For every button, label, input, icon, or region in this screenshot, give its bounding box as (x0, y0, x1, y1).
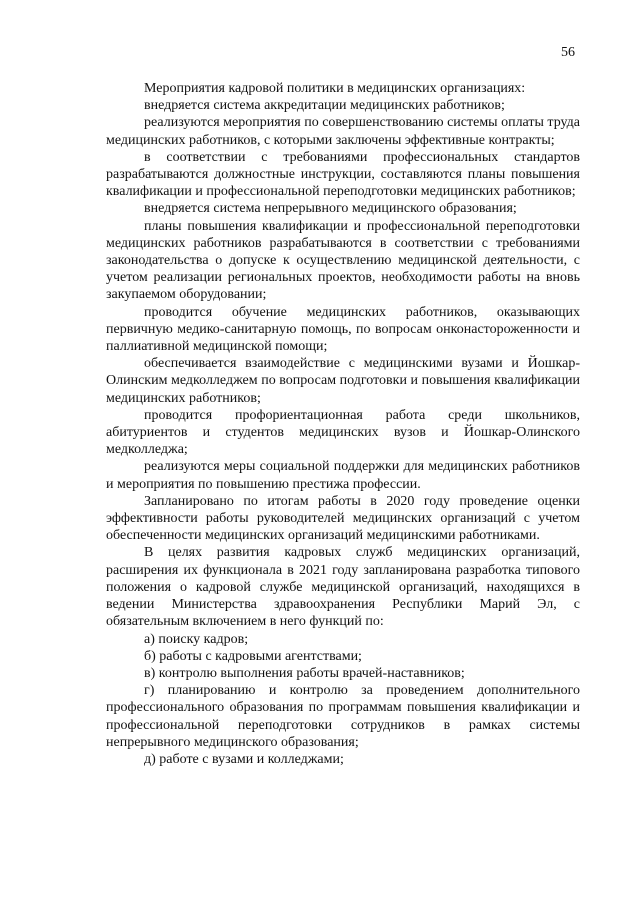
paragraph-cooperation: обеспечивается взаимодействие с медицинскими вузами и Йошкар-Олинским медколледжем по вопросам подготовки и повышения квалификации медицинских работников; (106, 356, 580, 406)
paragraph-training-plans: планы повышения квалификации и профессиональной переподготовки медицинских работников разрабатываются в соответствии с требованиями законодательства о допуске к осуществлению медицинской деятельности, с учетом реализации региональных проектов, необходимости работы на вновь закупаемом оборудовании; (106, 218, 580, 303)
paragraph-payment: реализуются мероприятия по совершенствованию системы оплаты труда медицинских работников, с которыми заключены эффективные контракты; (106, 115, 580, 148)
list-item-v: в) контролю выполнения работы врачей-наставников; (144, 665, 465, 681)
paragraph-hr-services: В целях развития кадровых служб медицинских организаций, расширения их функционала в 2021 году запланирована разработка типового положения о кадровой службе медицинской организаций, находящихся в ведении Министерства здравоохранения Республики Марий Эл, с обязательным включением в него функций по: (106, 545, 580, 630)
document-body (106, 80, 580, 768)
list-item-d: д) работе с вузами и колледжами; (144, 751, 344, 767)
page-number: 56 (561, 45, 575, 60)
paragraph-standards: в соответствии с требованиями профессиональных стандартов разрабатываются должностные инструкции, составляются планы повышения квалификации и профессиональной переподготовки медицинских работников; (106, 149, 580, 200)
list-item-g: г) планированию и контролю за проведением дополнительного профессионального образования по программам повышения квалификации и профессиональной переподготовки сотрудников в рамках системы непрерывного медицинского образования; (106, 683, 580, 750)
paragraph-oncology-training: проводится обучение медицинских работников, оказывающих первичную медико-санитарную помощь, по вопросам онконастороженности и паллиативной медицинской помощи; (106, 304, 580, 355)
paragraph-accreditation: внедряется система аккредитации медицинских работников; (144, 98, 505, 114)
paragraph-evaluation: Запланировано по итогам работы в 2020 году проведение оценки эффективности работы руководителей медицинских организаций с учетом обеспеченности медицинских организаций медицинскими работниками. (106, 493, 580, 544)
paragraph-continuous-education: внедряется система непрерывного медицинского образования; (144, 201, 517, 217)
list-item-a: а) поиску кадров; (144, 631, 249, 647)
paragraph-career-guidance: проводится профориентационная работа среди школьников, абитуриентов и студентов медицинских вузов и Йошкар-Олинского медколледжа; (106, 407, 580, 458)
paragraph-heading: Мероприятия кадровой политики в медицинских организациях: (144, 81, 526, 96)
list-item-b: б) работы с кадровыми агентствами; (144, 648, 362, 664)
paragraph-social-support: реализуются меры социальной поддержки для медицинских работников и мероприятия по повышению престижа профессии. (106, 459, 580, 492)
